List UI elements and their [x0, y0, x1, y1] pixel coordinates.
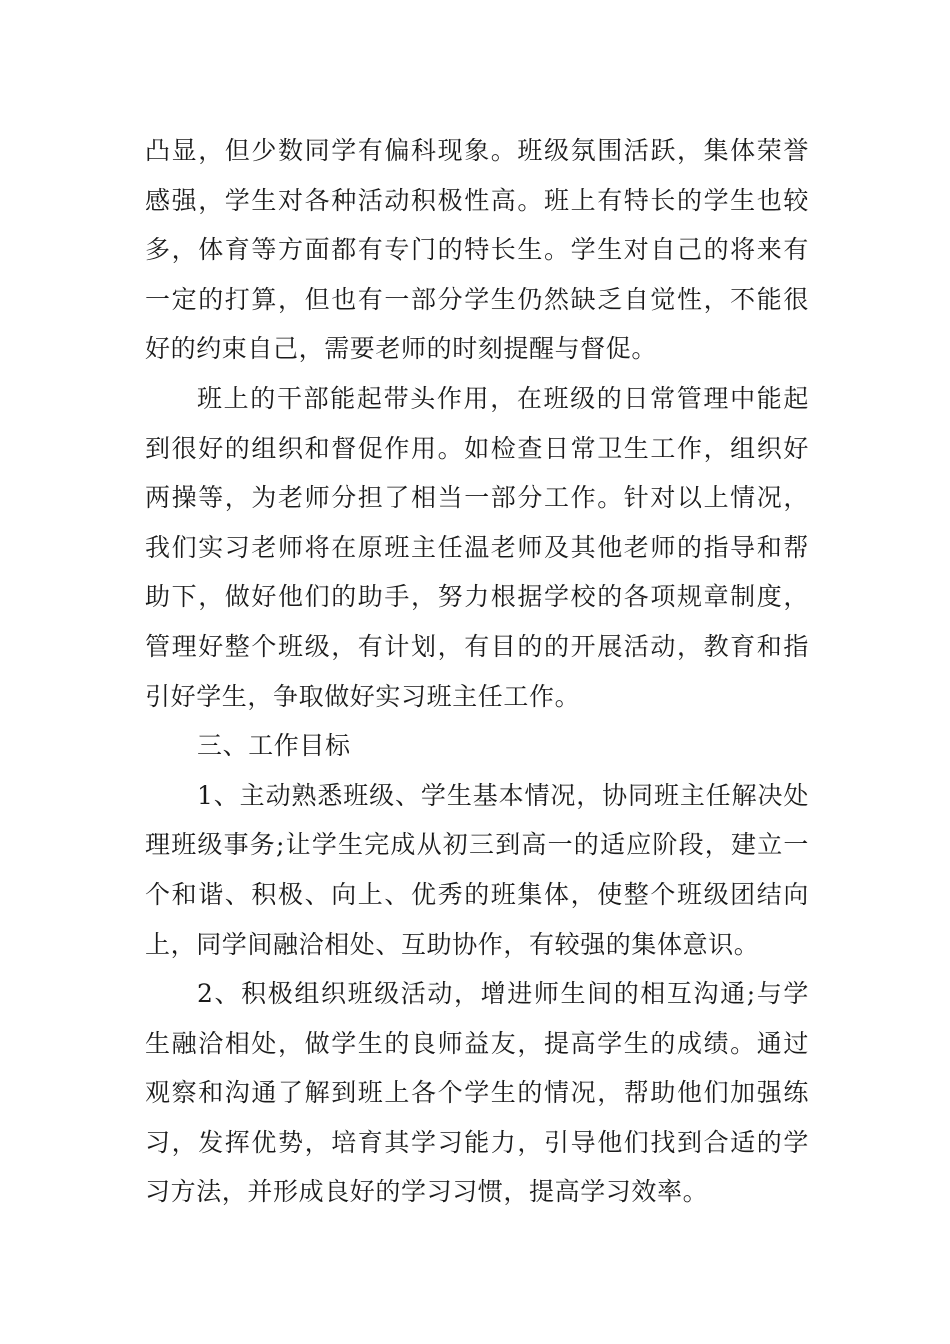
paragraph-class-cadres: 班上的干部能起带头作用，在班级的日常管理中能起到很好的组织和督促作用。如检查日常卫生工作，组织好两操等，为老师分担了相当一部分工作。针对以上情况，我们实习老师将在原班主任温老师及其他老师的指导和帮助下，做好他们的助手，努力根据学校的各项规章制度，管理好整个班级，有计划，有目的的开展活动，教育和指引好学生，争取做好实习班主任工作。 [145, 383, 809, 711]
section-heading-work-goals: 三、工作目标 [197, 731, 351, 761]
paragraph-class-atmosphere: 凸显，但少数同学有偏科现象。班级氛围活跃，集体荣誉感强，学生对各种活动积极性高。班上有特长的学生也较多，体育等方面都有专门的特长生。学生对自己的将来有一定的打算，但也有一部分学生仍然缺乏自觉性，不能很好的约束自己，需要老师的时刻提醒与督促。 [145, 136, 809, 364]
document-body [145, 126, 809, 1217]
paragraph-goal-2: 2、积极组织班级活动，增进师生间的相互沟通;与学生融洽相处，做学生的良师益友，提高学生的成绩。通过观察和沟通了解到班上各个学生的情况，帮助他们加强练习，发挥优势，培育其学习能力，引导他们找到合适的学习方法，并形成良好的学习习惯，提高学习效率。 [145, 979, 809, 1207]
paragraph-goal-1: 1、主动熟悉班级、学生基本情况，协同班主任解决处理班级事务;让学生完成从初三到高一的适应阶段，建立一个和谐、积极、向上、优秀的班集体，使整个班级团结向上，同学间融洽相处、互助协作，有较强的集体意识。 [145, 780, 809, 959]
